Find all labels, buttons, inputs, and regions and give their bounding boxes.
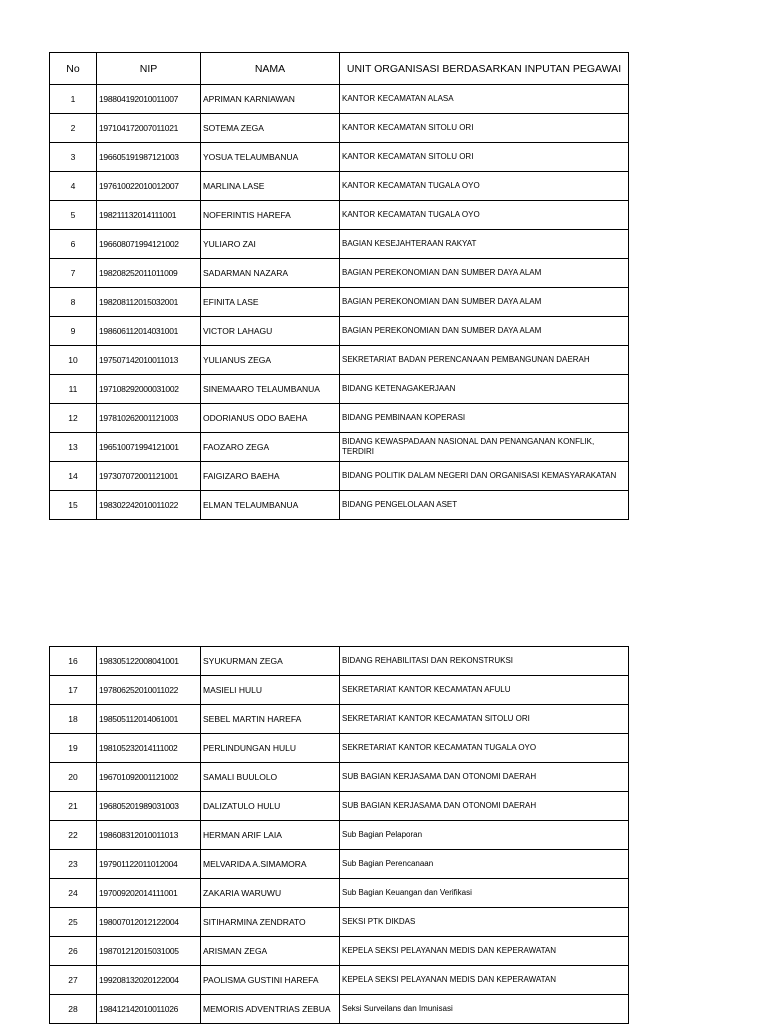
table-row <box>50 937 629 966</box>
cell-nama: PAOLISMA GUSTINI HAREFA <box>201 966 340 995</box>
cell-unit: SEKRETARIAT KANTOR KECAMATAN SITOLU ORI <box>340 705 629 734</box>
cell-nama: HERMAN ARIF LAIA <box>201 821 340 850</box>
table-body-top <box>50 85 629 520</box>
cell-nip: 197307072001121001 <box>97 462 201 491</box>
cell-no: 20 <box>50 763 97 792</box>
table-row <box>50 908 629 937</box>
cell-nama: SITIHARMINA ZENDRATO <box>201 908 340 937</box>
cell-unit: SEKRETARIAT KANTOR KECAMATAN AFULU <box>340 676 629 705</box>
cell-nip: 197104172007011021 <box>97 114 201 143</box>
cell-no: 8 <box>50 288 97 317</box>
header-no: No <box>50 53 97 85</box>
cell-unit: Sub Bagian Pelaporan <box>340 821 629 850</box>
cell-no: 26 <box>50 937 97 966</box>
cell-nip: 198302242010011022 <box>97 491 201 520</box>
table-row <box>50 346 629 375</box>
cell-nip: 197009202014111001 <box>97 879 201 908</box>
cell-no: 23 <box>50 850 97 879</box>
cell-unit: SUB BAGIAN KERJASAMA DAN OTONOMI DAERAH <box>340 763 629 792</box>
table-row <box>50 85 629 114</box>
cell-nip: 198208112015032001 <box>97 288 201 317</box>
table-row <box>50 491 629 520</box>
table-row <box>50 850 629 879</box>
cell-nip: 198701212015031005 <box>97 937 201 966</box>
table-row <box>50 705 629 734</box>
cell-unit: BAGIAN PEREKONOMIAN DAN SUMBER DAYA ALAM <box>340 288 629 317</box>
table-row <box>50 879 629 908</box>
table-row <box>50 966 629 995</box>
cell-unit: SEKSI PTK DIKDAS <box>340 908 629 937</box>
cell-unit: KANTOR KECAMATAN SITOLU ORI <box>340 143 629 172</box>
cell-nip: 198211132014111001 <box>97 201 201 230</box>
cell-unit: BIDANG PEMBINAAN KOPERASI <box>340 404 629 433</box>
cell-nip: 197507142010011013 <box>97 346 201 375</box>
cell-unit: SEKRETARIAT KANTOR KECAMATAN TUGALA OYO <box>340 734 629 763</box>
cell-nip: 198305122008041001 <box>97 647 201 676</box>
cell-nip: 197108292000031002 <box>97 375 201 404</box>
cell-nama: MASIELI HULU <box>201 676 340 705</box>
cell-no: 27 <box>50 966 97 995</box>
table-row <box>50 734 629 763</box>
cell-no: 5 <box>50 201 97 230</box>
cell-unit: KANTOR KECAMATAN TUGALA OYO <box>340 201 629 230</box>
cell-no: 1 <box>50 85 97 114</box>
cell-no: 16 <box>50 647 97 676</box>
cell-unit: KEPELA SEKSI PELAYANAN MEDIS DAN KEPERAWATAN <box>340 966 629 995</box>
table-row <box>50 462 629 491</box>
cell-nama: SINEMAARO TELAUMBANUA <box>201 375 340 404</box>
cell-unit: Sub Bagian Keuangan dan Verifikasi <box>340 879 629 908</box>
header-nip: NIP <box>97 53 201 85</box>
cell-nama: APRIMAN KARNIAWAN <box>201 85 340 114</box>
cell-no: 24 <box>50 879 97 908</box>
cell-no: 2 <box>50 114 97 143</box>
cell-unit: BIDANG KETENAGAKERJAAN <box>340 375 629 404</box>
employee-table-top <box>49 52 629 520</box>
cell-no: 21 <box>50 792 97 821</box>
cell-no: 15 <box>50 491 97 520</box>
cell-nama: SYUKURMAN ZEGA <box>201 647 340 676</box>
header-unit: UNIT ORGANISASI BERDASARKAN INPUTAN PEGAWAI <box>340 53 629 85</box>
cell-nama: SAMALI BUULOLO <box>201 763 340 792</box>
cell-nip: 198606112014031001 <box>97 317 201 346</box>
cell-nama: NOFERINTIS HAREFA <box>201 201 340 230</box>
cell-unit: Seksi Surveilans dan Imunisasi <box>340 995 629 1024</box>
table-row <box>50 201 629 230</box>
table-row <box>50 143 629 172</box>
cell-nama: DALIZATULO HULU <box>201 792 340 821</box>
cell-nama: FAOZARO ZEGA <box>201 433 340 462</box>
cell-no: 14 <box>50 462 97 491</box>
cell-nama: ARISMAN ZEGA <box>201 937 340 966</box>
cell-unit: BAGIAN PEREKONOMIAN DAN SUMBER DAYA ALAM <box>340 259 629 288</box>
cell-nip: 196805201989031003 <box>97 792 201 821</box>
table-row <box>50 230 629 259</box>
table-row <box>50 404 629 433</box>
cell-no: 7 <box>50 259 97 288</box>
cell-nama: VICTOR LAHAGU <box>201 317 340 346</box>
cell-unit: KANTOR KECAMATAN ALASA <box>340 85 629 114</box>
table-row <box>50 114 629 143</box>
cell-no: 18 <box>50 705 97 734</box>
cell-no: 3 <box>50 143 97 172</box>
cell-nama: FAIGIZARO BAEHA <box>201 462 340 491</box>
cell-nip: 196701092001121002 <box>97 763 201 792</box>
table-row <box>50 375 629 404</box>
cell-unit: BAGIAN KESEJAHTERAAN RAKYAT <box>340 230 629 259</box>
cell-no: 17 <box>50 676 97 705</box>
cell-nip: 198804192010011007 <box>97 85 201 114</box>
cell-nama: MELVARIDA A.SIMAMORA <box>201 850 340 879</box>
cell-nama: ODORIANUS ODO BAEHA <box>201 404 340 433</box>
cell-unit: BIDANG PENGELOLAAN ASET <box>340 491 629 520</box>
cell-no: 22 <box>50 821 97 850</box>
cell-nip: 197901122011012004 <box>97 850 201 879</box>
cell-nip: 198505112014061001 <box>97 705 201 734</box>
cell-nama: SOTEMA ZEGA <box>201 114 340 143</box>
cell-nip: 198412142010011026 <box>97 995 201 1024</box>
cell-nama: SEBEL MARTIN HAREFA <box>201 705 340 734</box>
cell-nip: 197610022010012007 <box>97 172 201 201</box>
table-row <box>50 172 629 201</box>
employee-table-bottom <box>49 646 629 1024</box>
cell-no: 9 <box>50 317 97 346</box>
cell-nama: MEMORIS ADVENTRIAS ZEBUA <box>201 995 340 1024</box>
table-row <box>50 647 629 676</box>
cell-no: 28 <box>50 995 97 1024</box>
cell-no: 13 <box>50 433 97 462</box>
cell-nip: 198608312010011013 <box>97 821 201 850</box>
table-row <box>50 995 629 1024</box>
cell-unit: KEPELA SEKSI PELAYANAN MEDIS DAN KEPERAWATAN <box>340 937 629 966</box>
cell-nip: 198105232014111002 <box>97 734 201 763</box>
cell-nama: ELMAN TELAUMBANUA <box>201 491 340 520</box>
cell-no: 6 <box>50 230 97 259</box>
cell-no: 4 <box>50 172 97 201</box>
cell-nama: YULIARO ZAI <box>201 230 340 259</box>
cell-unit: BAGIAN PEREKONOMIAN DAN SUMBER DAYA ALAM <box>340 317 629 346</box>
cell-nama: ZAKARIA WARUWU <box>201 879 340 908</box>
table-body-bottom <box>50 647 629 1024</box>
cell-unit: BIDANG REHABILITASI DAN REKONSTRUKSI <box>340 647 629 676</box>
cell-nip: 198208252011011009 <box>97 259 201 288</box>
table-row <box>50 317 629 346</box>
cell-unit: KANTOR KECAMATAN SITOLU ORI <box>340 114 629 143</box>
cell-unit: SEKRETARIAT BADAN PERENCANAAN PEMBANGUNAN DAERAH <box>340 346 629 375</box>
cell-no: 19 <box>50 734 97 763</box>
cell-unit: BIDANG KEWASPADAAN NASIONAL DAN PENANGANAN KONFLIK, TERDIRI <box>340 433 629 462</box>
cell-nip: 197810262001121003 <box>97 404 201 433</box>
table-row <box>50 676 629 705</box>
table-row <box>50 821 629 850</box>
cell-nip: 198007012012122004 <box>97 908 201 937</box>
table-header-row <box>50 53 629 85</box>
header-nama: NAMA <box>201 53 340 85</box>
cell-unit: SUB BAGIAN KERJASAMA DAN OTONOMI DAERAH <box>340 792 629 821</box>
cell-unit: KANTOR KECAMATAN TUGALA OYO <box>340 172 629 201</box>
cell-no: 25 <box>50 908 97 937</box>
table-row <box>50 792 629 821</box>
cell-nip: 197806252010011022 <box>97 676 201 705</box>
cell-no: 10 <box>50 346 97 375</box>
cell-no: 12 <box>50 404 97 433</box>
cell-no: 11 <box>50 375 97 404</box>
table-row <box>50 259 629 288</box>
cell-unit: BIDANG POLITIK DALAM NEGERI DAN ORGANISASI KEMASYARAKATAN <box>340 462 629 491</box>
cell-nama: YULIANUS ZEGA <box>201 346 340 375</box>
cell-nama: YOSUA TELAUMBANUA <box>201 143 340 172</box>
cell-nama: PERLINDUNGAN HULU <box>201 734 340 763</box>
table-row <box>50 763 629 792</box>
cell-nama: EFINITA LASE <box>201 288 340 317</box>
cell-nip: 196608071994121002 <box>97 230 201 259</box>
table-row <box>50 433 629 462</box>
cell-nama: MARLINA LASE <box>201 172 340 201</box>
cell-nip: 196605191987121003 <box>97 143 201 172</box>
cell-unit: Sub Bagian Perencanaan <box>340 850 629 879</box>
cell-nama: SADARMAN NAZARA <box>201 259 340 288</box>
cell-nip: 199208132020122004 <box>97 966 201 995</box>
table-row <box>50 288 629 317</box>
cell-nip: 196510071994121001 <box>97 433 201 462</box>
